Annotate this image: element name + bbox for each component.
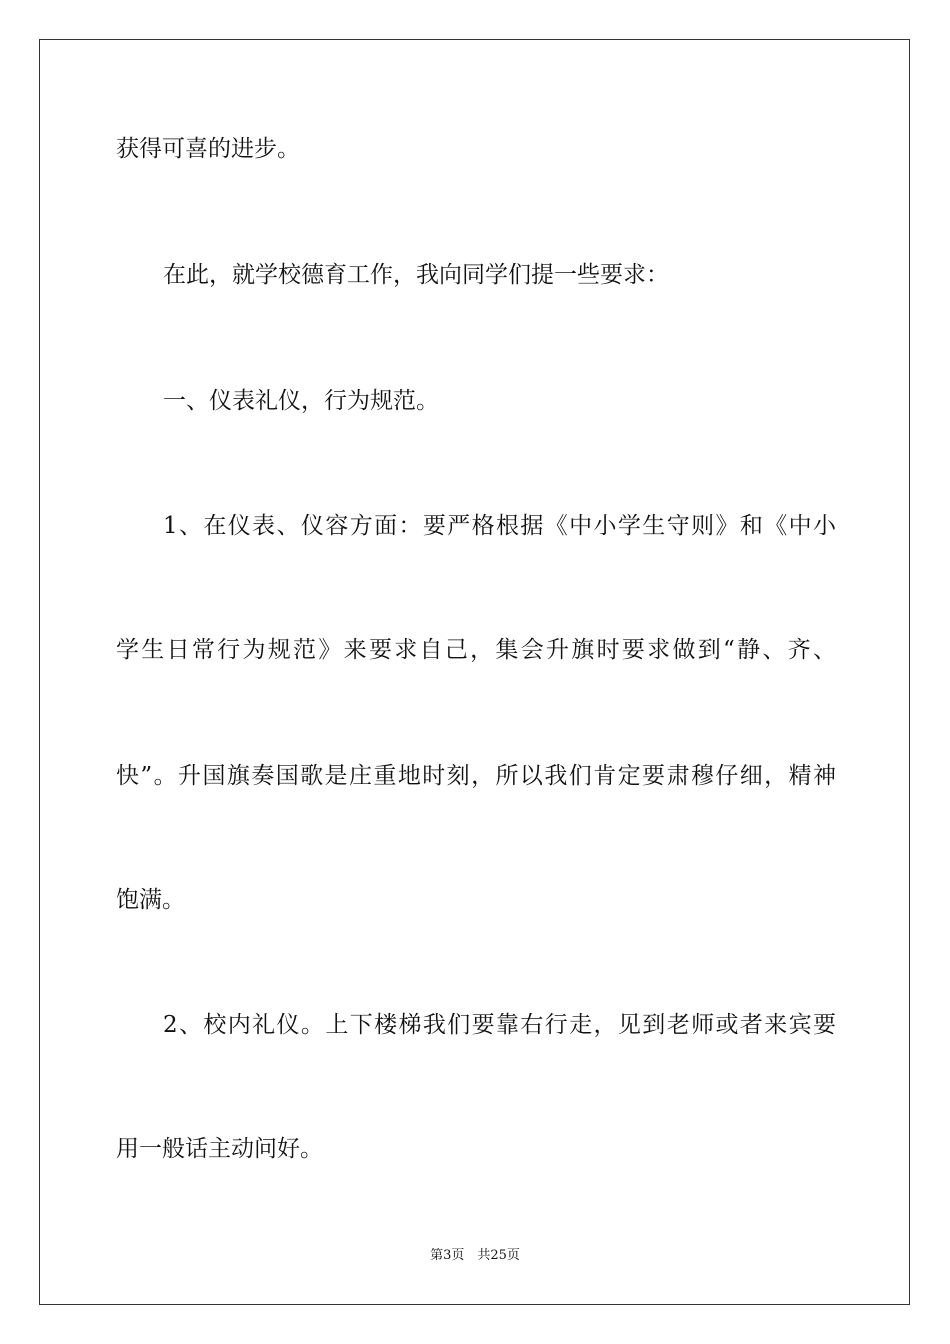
page-border — [39, 39, 910, 1305]
page-number-footer: 第3页 共25页 — [430, 1248, 520, 1263]
paragraph-line: 饱满。 — [116, 887, 185, 913]
paragraph-line: 快”。升国旗奏国歌是庄重地时刻，所以我们肯定要肃穆仔细，精神 — [116, 763, 836, 789]
section-heading: 一、仪表礼仪，行为规范。 — [163, 388, 439, 414]
paragraph-line: 获得可喜的进步。 — [116, 136, 300, 162]
paragraph-line: 用一般话主动问好。 — [116, 1136, 323, 1162]
paragraph-line: 学生日常行为规范》来要求自己，集会升旗时要求做到“静、齐、 — [116, 637, 836, 663]
paragraph-line: 在此，就学校德育工作，我向同学们提一些要求： — [163, 262, 669, 288]
paragraph-line: 2、校内礼仪。上下楼梯我们要靠右行走，见到老师或者来宾要 — [163, 1012, 836, 1038]
paragraph-line: 1、在仪表、仪容方面：要严格根据《中小学生守则》和《中小 — [163, 513, 836, 539]
